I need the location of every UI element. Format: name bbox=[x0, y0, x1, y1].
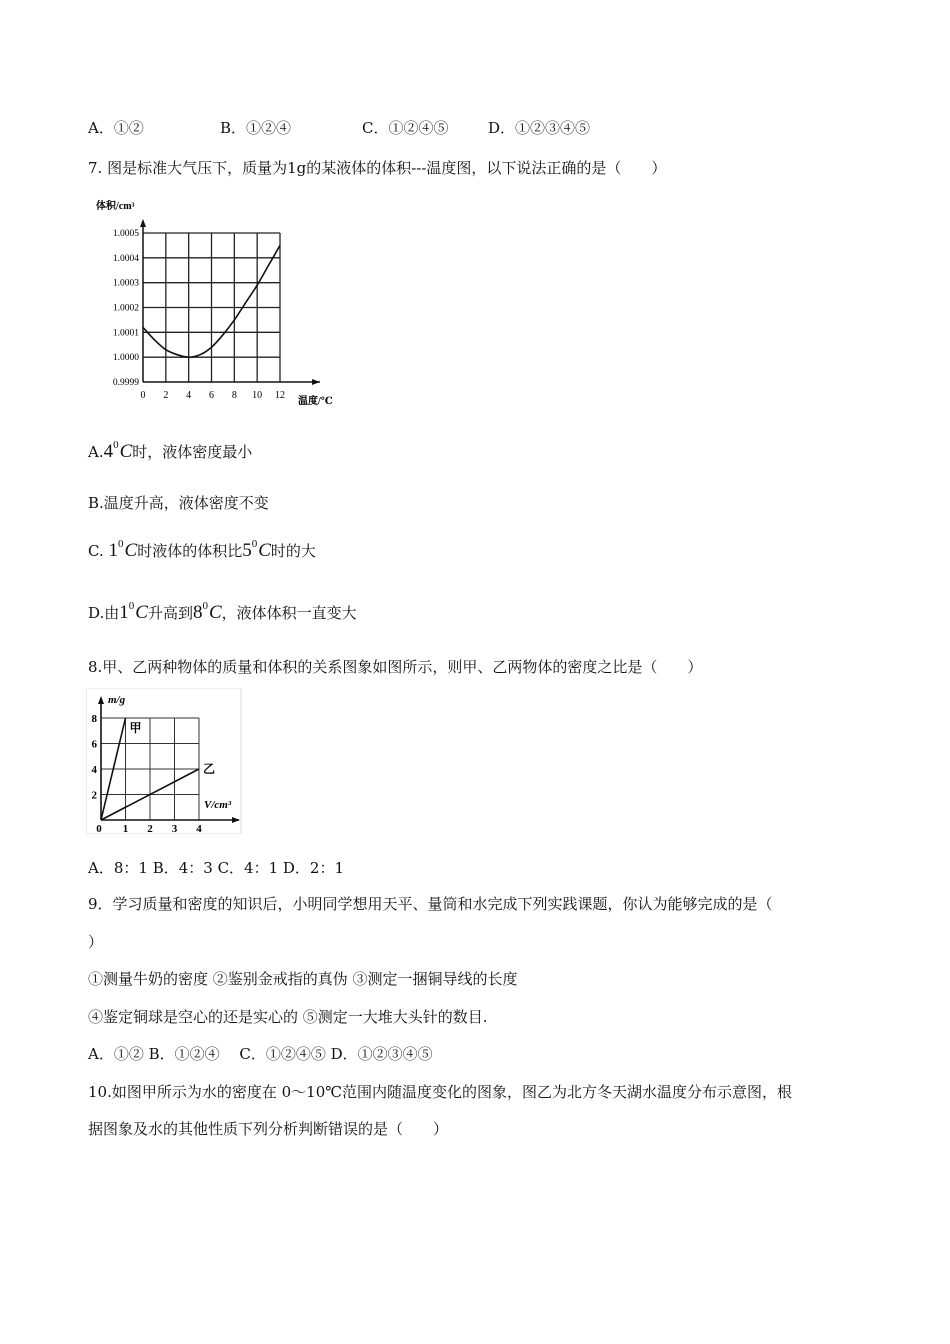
q6-option-d: D．①②③④⑤ bbox=[488, 119, 591, 137]
chart2-x-label: V/cm³ bbox=[204, 799, 232, 811]
chart1-axes bbox=[140, 219, 320, 385]
q7-option-a bbox=[88, 434, 252, 463]
q7-option-c bbox=[88, 533, 316, 562]
chart2-x-axis-arrow bbox=[232, 817, 240, 823]
q6-option-a: A．①② bbox=[88, 119, 144, 137]
q7-option-d-degree2: 0 bbox=[202, 600, 208, 612]
chart1-y-tick-label: 1.0005 bbox=[112, 229, 139, 239]
chart1-x-ticks bbox=[141, 390, 286, 401]
volume-temperature-chart bbox=[90, 196, 340, 410]
chart2-series-label-2: 乙 bbox=[203, 762, 216, 776]
q9-stem-end: ） bbox=[88, 933, 104, 951]
q7-option-c-degree2: 0 bbox=[251, 538, 258, 550]
chart2-x-tick-label: 3 bbox=[171, 823, 178, 834]
chart2-series-label-1: 甲 bbox=[129, 721, 142, 735]
q7-option-a-text: 时，液体密度最小 bbox=[132, 443, 253, 461]
chart1-x-tick-label: 4 bbox=[186, 390, 192, 401]
chart1-x-axis-arrow bbox=[312, 379, 320, 385]
q7-option-a-label: A. bbox=[88, 443, 104, 461]
q7-option-d-number2: 8 bbox=[192, 602, 203, 623]
chart1-y-tick-label: 0.9999 bbox=[112, 378, 139, 388]
chart1-y-tick-label: 1.0001 bbox=[112, 328, 139, 339]
chart1-x-label: 温度/℃ bbox=[298, 396, 333, 407]
chart1-x-tick-label: 2 bbox=[163, 390, 169, 401]
chart2-y-axis-arrow bbox=[98, 696, 104, 704]
chart1-y-tick-label: 1.0003 bbox=[112, 278, 139, 289]
chart2-y-tick-label: 4 bbox=[91, 764, 97, 776]
q7-option-d-label: D.由 bbox=[88, 604, 120, 622]
chart2-y-tick-label: 6 bbox=[91, 738, 97, 751]
q7-option-d-number1: 1 bbox=[119, 602, 129, 623]
chart2-x-ticks bbox=[96, 823, 202, 834]
q7-option-d-tail: ，液体体积一直变大 bbox=[221, 604, 357, 622]
q10-stem-end: 据图象及水的其他性质下列分析判断错误的是（ ） bbox=[88, 1120, 449, 1138]
q7-option-d-unit1: C bbox=[135, 602, 148, 623]
q8-stem: 8.甲、乙两种物体的质量和体积的关系图象如图所示，则甲、乙两物体的密度之比是（ ） bbox=[88, 658, 703, 676]
mass-volume-chart bbox=[86, 688, 246, 834]
q7-option-a-number: 4 bbox=[103, 441, 114, 462]
q9-items-2: ④鉴定铜球是空心的还是实心的 ⑤测定一大堆大头针的数目. bbox=[88, 1008, 488, 1026]
q7-option-d-mid: 升高到 bbox=[147, 604, 193, 622]
q8-options: A．8：1 B．4：3 C．4：1 D．2：1 bbox=[88, 859, 345, 877]
q7-option-d-degree1: 0 bbox=[128, 600, 135, 612]
q7-option-c-tail: 时的大 bbox=[270, 542, 316, 560]
q7-option-c-number1: 1 bbox=[108, 540, 118, 561]
q7-stem: 7. 图是标准大气压下，质量为1g的某液体的体积---温度图，以下说法正确的是（ ） bbox=[88, 159, 667, 177]
q7-option-c-label: C. bbox=[88, 542, 104, 560]
q7-option-a-degree: 0 bbox=[113, 439, 119, 451]
chart1-x-tick-label: 12 bbox=[275, 390, 285, 401]
chart1-grid bbox=[143, 233, 280, 382]
q10-stem: 10.如图甲所示为水的密度在 0～10℃范围内随温度变化的图象，图乙为北方冬天湖水温度分布示意图，根 bbox=[88, 1083, 793, 1101]
chart2-x-tick-label: 4 bbox=[196, 823, 202, 834]
chart1-y-tick-label: 1.0000 bbox=[112, 353, 139, 364]
chart1-x-tick-label: 6 bbox=[209, 390, 214, 401]
chart1-y-axis-arrow bbox=[140, 219, 146, 227]
chart1-y-tick-label: 1.0002 bbox=[112, 303, 139, 314]
q9-stem: 9．学习质量和密度的知识后，小明同学想用天平、量筒和水完成下列实践课题，你认为能够完成的是（ bbox=[88, 895, 773, 913]
q7-option-d bbox=[88, 595, 357, 624]
chart2-y-ticks bbox=[92, 713, 98, 802]
chart2-y-tick-label: 2 bbox=[91, 789, 97, 802]
chart2-x-tick-label: 0 bbox=[96, 823, 102, 834]
chart2-y-label: m/g bbox=[108, 694, 126, 706]
q7-option-d-unit2: C bbox=[208, 602, 222, 623]
q9-options: A．①② B．①②④ C．①②④⑤ D．①②③④⑤ bbox=[88, 1045, 433, 1063]
q6-option-b: B．①②④ bbox=[220, 119, 292, 137]
chart2-x-tick-label: 1 bbox=[122, 823, 129, 834]
q7-option-c-unit1: C bbox=[124, 540, 138, 561]
q7-option-a-unit: C bbox=[119, 441, 133, 462]
q7-option-c-number2: 5 bbox=[242, 540, 252, 561]
q6-option-c: C．①②④⑤ bbox=[362, 119, 449, 137]
chart1-x-tick-label: 10 bbox=[252, 390, 263, 401]
chart1-y-tick-label: 1.0004 bbox=[112, 253, 139, 264]
chart2-y-tick-label: 8 bbox=[91, 713, 97, 725]
chart2-x-tick-label: 2 bbox=[147, 823, 153, 834]
chart2-grid bbox=[101, 718, 199, 820]
q7-option-b: B.温度升高，液体密度不变 bbox=[88, 494, 269, 512]
chart1-x-tick-label: 8 bbox=[231, 390, 237, 401]
q7-option-c-degree1: 0 bbox=[118, 538, 124, 550]
chart1-x-tick-label: 0 bbox=[140, 390, 146, 401]
q7-option-c-unit2: C bbox=[258, 540, 271, 561]
chart1-y-label: 体积/cm³ bbox=[96, 201, 135, 212]
q9-items-1: ①测量牛奶的密度 ②鉴别金戒指的真伪 ③测定一捆铜导线的长度 bbox=[88, 970, 518, 988]
q7-option-c-mid: 时液体的体积比 bbox=[137, 542, 243, 560]
chart1-y-ticks bbox=[113, 229, 139, 388]
